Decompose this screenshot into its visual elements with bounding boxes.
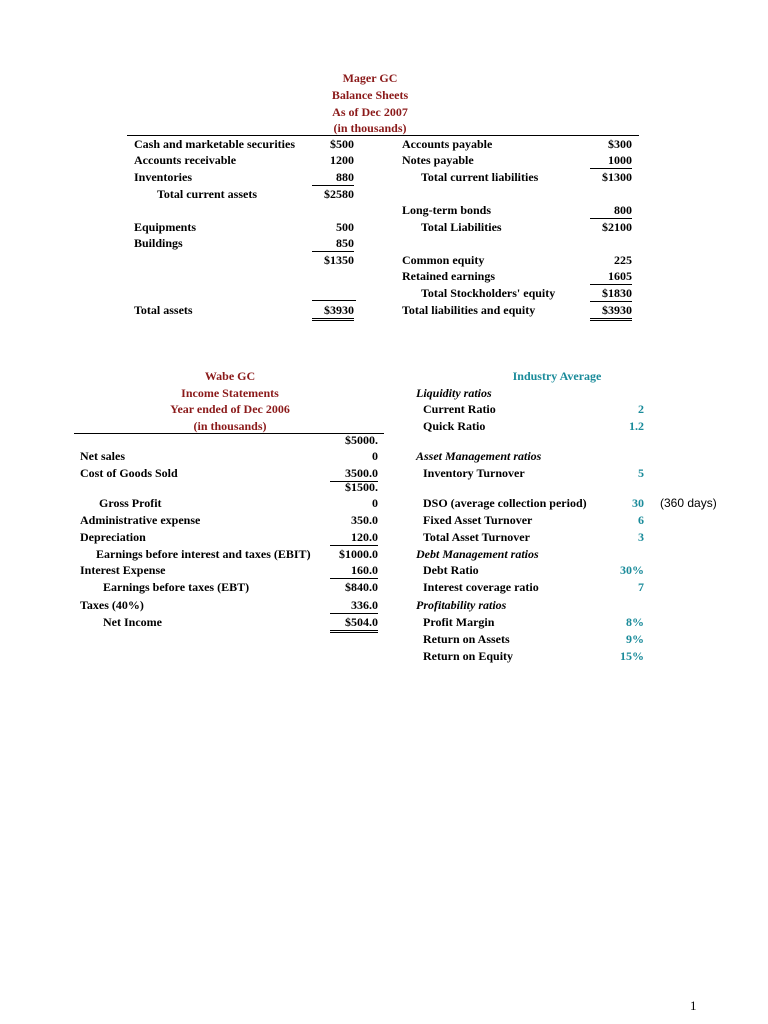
ebit-value: $1000.0	[339, 547, 378, 561]
cash-value: $500	[330, 137, 354, 151]
taxes-label: Taxes (40%)	[80, 598, 144, 612]
inventories-value: 880	[312, 169, 354, 186]
net-sales-value-line1: $5000.	[345, 433, 378, 447]
return-on-assets-value: 9%	[626, 632, 644, 646]
equipments-value: 500	[336, 220, 354, 234]
total-liabilities-equity-value: $3930	[590, 302, 632, 321]
retained-earnings-label: Retained earnings	[402, 269, 495, 283]
total-assets-label: Total assets	[134, 303, 193, 317]
ar-value: 1200	[330, 153, 354, 167]
total-stockholders-equity-label: Total Stockholders' equity	[421, 286, 556, 300]
cash-label: Cash and marketable securities	[134, 137, 295, 151]
debt-mgmt-header: Debt Management ratios	[416, 547, 539, 561]
return-on-assets-label: Return on Assets	[423, 632, 510, 646]
gross-profit-value-line1: $1500.	[345, 480, 378, 494]
cogs-label: Cost of Goods Sold	[80, 466, 178, 480]
income-units: (in thousands)	[193, 419, 267, 433]
balance-date: As of Dec 2007	[332, 105, 408, 119]
total-asset-turnover-label: Total Asset Turnover	[423, 530, 530, 544]
profit-margin-value: 8%	[626, 615, 644, 629]
dso-value: 30	[632, 496, 644, 510]
np-value: 1000	[590, 152, 632, 169]
asset-mgmt-header: Asset Management ratios	[416, 449, 542, 463]
admin-expense-label: Administrative expense	[80, 513, 201, 527]
return-on-equity-label: Return on Equity	[423, 649, 514, 663]
retained-earnings-value: 1605	[590, 268, 632, 285]
dso-note: (360 days)	[660, 496, 717, 510]
np-label: Notes payable	[402, 153, 474, 167]
common-equity-value: 225	[614, 253, 632, 267]
net-sales-value-line2: 0	[372, 449, 378, 463]
industry-title: Industry Average	[512, 369, 602, 383]
total-current-assets-value: $2580	[324, 187, 354, 201]
ebt-label: Earnings before taxes (EBT)	[103, 580, 250, 594]
interest-coverage-value: 7	[638, 580, 644, 594]
total-current-liabilities-label: Total current liabilities	[421, 170, 539, 184]
buildings-label: Buildings	[134, 236, 183, 250]
depreciation-label: Depreciation	[80, 530, 146, 544]
page-number: 1	[690, 998, 697, 1013]
liquidity-header: Liquidity ratios	[416, 386, 492, 400]
equipments-label: Equipments	[134, 220, 197, 234]
total-current-liabilities-value: $1300	[602, 170, 632, 184]
long-term-bonds-label: Long-term bonds	[402, 203, 492, 217]
depreciation-value: 120.0	[330, 529, 378, 546]
inventory-turnover-label: Inventory Turnover	[423, 466, 525, 480]
cogs-value: 3500.0	[330, 465, 378, 482]
total-stockholders-equity-value: $1830	[590, 285, 632, 302]
income-period: Year ended of Dec 2006	[170, 402, 290, 416]
balance-subtitle: Balance Sheets	[331, 88, 409, 102]
interest-expense-value: 160.0	[330, 562, 378, 579]
total-liabilities-value: $2100	[602, 220, 632, 234]
total-assets-value: $3930	[312, 302, 354, 321]
gross-profit-label: Gross Profit	[99, 496, 162, 510]
debt-ratio-label: Debt Ratio	[423, 563, 479, 577]
total-current-assets-label: Total current assets	[157, 187, 257, 201]
quick-ratio-label: Quick Ratio	[423, 419, 486, 433]
inventories-label: Inventories	[134, 170, 192, 184]
fixed-asset-turnover-label: Fixed Asset Turnover	[423, 513, 533, 527]
profit-margin-label: Profit Margin	[423, 615, 495, 629]
interest-coverage-label: Interest coverage ratio	[423, 580, 539, 594]
income-title: Wabe GC	[204, 369, 256, 383]
total-asset-turnover-value: 3	[638, 530, 644, 544]
ap-value: $300	[608, 137, 632, 151]
net-sales-label: Net sales	[80, 449, 125, 463]
current-ratio-value: 2	[638, 402, 644, 416]
fixed-asset-turnover-value: 6	[638, 513, 644, 527]
total-liabilities-label: Total Liabilities	[421, 220, 502, 234]
ap-label: Accounts payable	[402, 137, 493, 151]
dso-label: DSO (average collection period)	[423, 496, 587, 510]
buildings-value: 850	[312, 235, 354, 252]
admin-expense-value: 350.0	[351, 513, 378, 527]
ar-label: Accounts receivable	[134, 153, 237, 167]
long-term-bonds-value: 800	[590, 202, 632, 219]
debt-ratio-value: 30%	[620, 563, 644, 577]
fixed-assets-total-value: $1350	[324, 253, 354, 267]
total-liabilities-equity-label: Total liabilities and equity	[402, 303, 536, 317]
profitability-header: Profitability ratios	[416, 598, 507, 612]
inventory-turnover-value: 5	[638, 466, 644, 480]
ebit-label: Earnings before interest and taxes (EBIT)	[96, 547, 311, 561]
net-income-label: Net Income	[103, 615, 162, 629]
return-on-equity-value: 15%	[620, 649, 644, 663]
gross-profit-value-line2: 0	[372, 496, 378, 510]
total-assets-top-rule	[312, 300, 356, 301]
quick-ratio-value: 1.2	[629, 419, 644, 433]
interest-expense-label: Interest Expense	[80, 563, 166, 577]
taxes-value: 336.0	[330, 597, 378, 614]
net-income-value: $504.0	[330, 614, 378, 633]
balance-units: (in thousands)	[333, 121, 407, 135]
current-ratio-label: Current Ratio	[423, 402, 496, 416]
income-subtitle: Income Statements	[181, 386, 279, 400]
ebt-value: $840.0	[345, 580, 378, 594]
balance-title: Mager GC	[342, 71, 398, 85]
common-equity-label: Common equity	[402, 253, 485, 267]
